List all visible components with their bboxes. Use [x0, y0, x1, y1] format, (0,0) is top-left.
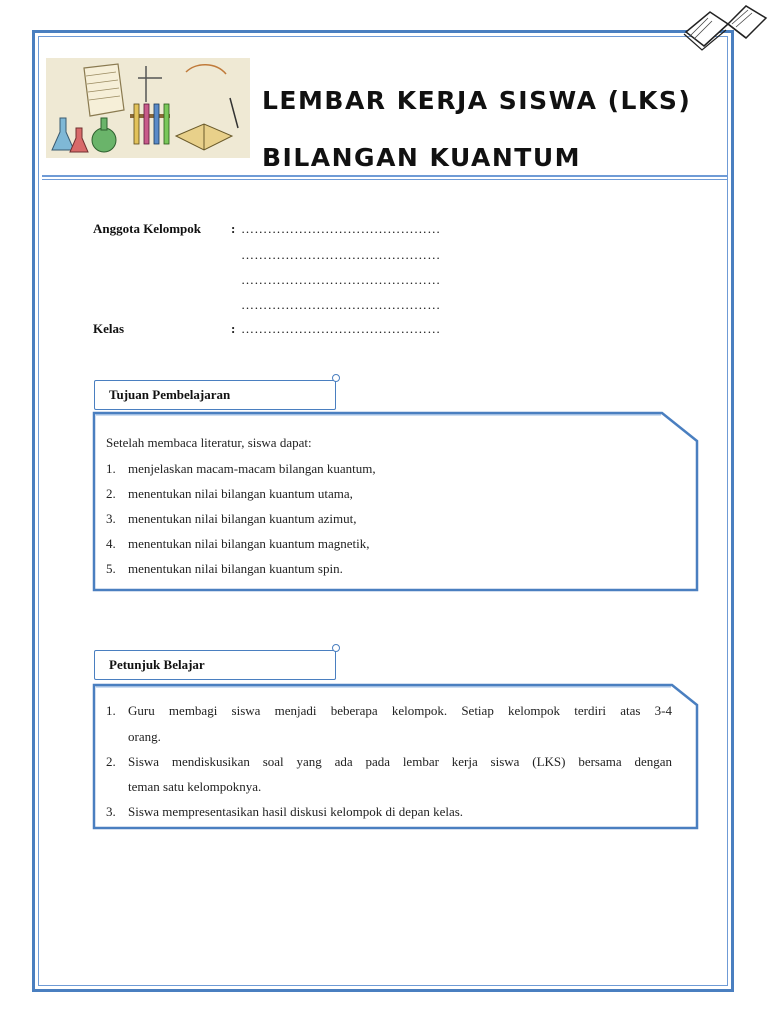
objective-number: 3.	[106, 511, 116, 526]
objective-text: menjelaskan macam-macam bilangan kuantum,	[128, 461, 376, 476]
scroll-curl-icon	[332, 374, 340, 382]
scroll-curl-icon	[332, 644, 340, 652]
instructions-heading: Petunjuk Belajar	[109, 657, 205, 672]
instruction-text-cont: orang.	[128, 729, 161, 744]
objectives-heading-tab	[94, 380, 336, 410]
objective-text: menentukan nilai bilangan kuantum azimut,	[128, 511, 357, 526]
instruction-text: Siswa mempresentasikan hasil diskusi kelompok di depan kelas.	[128, 804, 464, 819]
chemistry-clipart-image	[46, 58, 250, 158]
class-field[interactable]: ………………………………………	[241, 321, 441, 336]
page-title-line2: BILANGAN KUANTUM	[262, 143, 582, 172]
objective-text: menentukan nilai bilangan kuantum utama,	[128, 486, 353, 501]
group-member-field-1[interactable]: ………………………………………	[241, 221, 441, 236]
header-divider-thin	[42, 179, 727, 180]
instruction-text: Guru membagi siswa menjadi beberapa kelompok. Setiap kelompok terdiri atas 3-4	[128, 703, 672, 718]
objective-item	[106, 486, 353, 502]
group-member-field-4[interactable]: ………………………………………	[241, 297, 441, 312]
objectives-heading: Tujuan Pembelajaran	[109, 387, 231, 402]
objective-item	[106, 511, 357, 527]
header-divider	[42, 175, 727, 177]
instruction-number: 3.	[106, 804, 116, 819]
instruction-text: Siswa mendiskusikan soal yang ada pada lembar kerja siswa (LKS) bersama dengan	[128, 754, 672, 769]
page-title-line1: LEMBAR KERJA SISWA (LKS)	[262, 86, 692, 115]
objective-text: menentukan nilai bilangan kuantum magnetik,	[128, 536, 370, 551]
instruction-number: 1.	[106, 703, 116, 718]
objective-item	[106, 536, 370, 552]
objective-item	[106, 561, 343, 577]
objective-number: 4.	[106, 536, 116, 551]
objective-text: menentukan nilai bilangan kuantum spin.	[128, 561, 343, 576]
objective-number: 1.	[106, 461, 116, 476]
instructions-heading-tab	[94, 650, 336, 680]
group-member-field-2[interactable]: ………………………………………	[241, 247, 441, 262]
instruction-number: 2.	[106, 754, 116, 769]
objectives-intro: Setelah membaca literatur, siswa dapat:	[106, 435, 312, 450]
objective-item	[106, 461, 376, 477]
open-book-icon	[680, 2, 768, 52]
objective-number: 5.	[106, 561, 116, 576]
group-member-field-3[interactable]: ………………………………………	[241, 272, 441, 287]
objective-number: 2.	[106, 486, 116, 501]
group-colon: :	[231, 221, 236, 236]
instruction-text-cont: teman satu kelompoknya.	[128, 779, 262, 794]
class-colon: :	[231, 321, 236, 336]
group-members-label: Anggota Kelompok	[93, 221, 201, 236]
class-label: Kelas	[93, 321, 125, 336]
